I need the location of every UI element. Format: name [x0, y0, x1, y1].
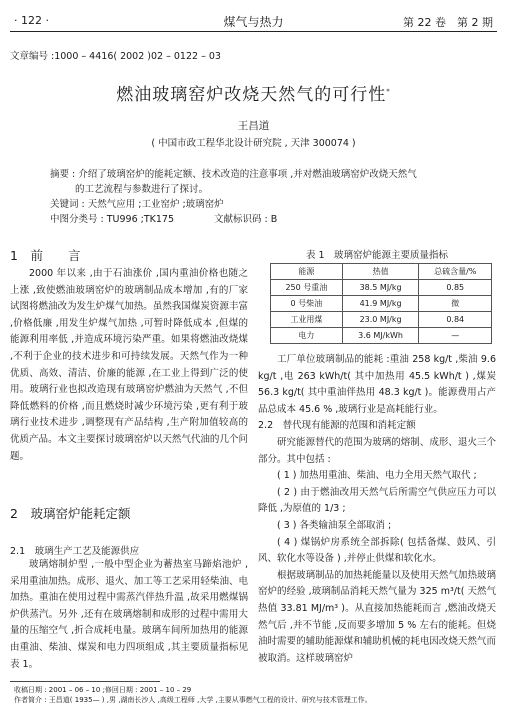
table-cell: 0.85	[419, 280, 492, 296]
keywords: 关键词 : 天然气应用 ;工业窑炉 ;玻璃窑炉	[50, 199, 224, 210]
section-2-1-body	[10, 557, 248, 673]
table-header-cell: 总硫含量/%	[419, 264, 492, 280]
footnote-rule	[10, 681, 160, 682]
paragraph: 2000 年以来 ,由于石油涨价 ,国内重油价格也随之上涨 ,致使燃油玻璃窑炉的玻璃制品成本增加 ,有的厂家试图将燃油改为发生炉煤气加热。虽然我国煤炭资源丰富 ,价格低廉 ,用发生炉煤气加热 ,可暂时降低成本 ,但煤的能源利用率低 ,并造成环境污染严重。如果将燃油改烧煤 ,不利于企业的技术进步和可持续发展。天然气作为一种优质、高效、清洁、价廉的能源 ,在工业上得到广泛的使用。玻璃行业也拟改造现有玻璃窑炉燃油为天然气 ,不但降低燃料的价格 ,而且燃烧时减少环境污染 ,更有利于玻璃行业技术进步 ,调整现有产品结构 ,生产附加值较高的优质产品。本文主要探讨玻璃窑炉以天然气代油的几个问题。	[10, 268, 248, 462]
section-2-2-heading: 2.2 替代现有能源的范围和消耗定额	[258, 420, 416, 432]
table-cell: 0 号柴油	[271, 296, 343, 312]
article-id: 文章编号 :1000 – 4416( 2002 )02 – 0122 – 03	[10, 51, 221, 62]
table-cell: 工业用煤	[271, 312, 343, 328]
table-cell: 250 号重油	[271, 280, 343, 296]
list-item: ( 2 ) 由于燃油改用天然气后所需空气供应压力可以降低 ,为原值的 1/3 ;	[258, 486, 496, 515]
classification	[50, 212, 470, 227]
table-1-caption: 表 1 玻璃窑炉能源主要质量指标	[305, 250, 449, 261]
author: 王昌道	[237, 120, 270, 132]
table-header-cell: 热值	[342, 264, 419, 280]
table-1	[270, 263, 492, 344]
table-cell: —	[419, 328, 492, 344]
table-row	[271, 296, 492, 312]
section-1-heading: 1 前 言	[10, 248, 81, 263]
document-code: 文献标识码 : B	[214, 214, 278, 225]
table-cell: 电力	[271, 328, 343, 344]
table-row	[271, 280, 492, 296]
author-bio: 作者简介 : 王昌道( 1935— ) ,男 ,湖南长沙人 ,高级工程师 ,大学 ,主要从事燃气工程的设计、研究与技术管理工作。	[14, 696, 372, 704]
abstract	[50, 167, 470, 227]
paragraph: 研究能源替代的范围为玻璃的熔制、成形、退火三个部分。其中包括 :	[258, 436, 496, 465]
paper-title	[0, 80, 507, 105]
paragraph: 玻璃熔制炉型 ,一般中型企业为蓄热室马蹄焰池炉 ,采用重油加热。成形、退火、加工等工艺采用轻柴油、电加热。重油在使用过程中需蒸汽伴热升温 ,故采用燃煤锅炉供蒸汽。另外 ,还有在玻璃熔制和成形的过程中需用大量的压缩空气 ,折合成耗电量。玻璃车间所加热用的能源由重油、柴油、煤炭和电力四项组成 ,其主要质量指标见表 1。	[10, 559, 248, 670]
table-cell: 38.5 MJ/kg	[342, 280, 419, 296]
footnote	[14, 685, 494, 705]
received-date: 收稿日期 : 2001 – 06 – 10 ;修回日期 : 2001 – 10 – 29	[14, 686, 192, 694]
table-header-row	[271, 264, 492, 280]
title-mark: *	[386, 87, 391, 96]
abstract-line-1: 摘要 : 介绍了玻璃窑炉的能耗定额、技术改造的注意事项 ,并对燃油玻璃窑炉改烧天然气	[50, 169, 417, 180]
abstract-line-2: 的工艺流程与参数进行了探讨。	[75, 184, 209, 195]
header-rule	[10, 31, 497, 32]
section-2-1-heading: 2.1 玻璃生产工艺及能源供应	[10, 546, 140, 557]
list-item: ( 4 ) 煤锅炉房系统全部拆除( 包括备煤、鼓风、引风、软化水等设备 ) ,并停止供煤和软化水。	[258, 536, 496, 565]
table-row	[271, 328, 492, 344]
list-item: ( 3 ) 各类输油泵全部取消 ;	[277, 519, 392, 531]
title-text: 燃油玻璃窑炉改烧天然气的可行性	[116, 85, 387, 105]
section-1-body	[10, 266, 248, 465]
table-cell: 3.6 MJ/kWh	[342, 328, 419, 344]
affiliation: ( 中国市政工程华北设计研究院 , 天津 300074 )	[151, 138, 356, 149]
page-number: · 122 ·	[14, 14, 49, 27]
right-column-body	[258, 352, 496, 667]
paragraph: 根据玻璃制品的加热耗能量以及使用天然气加热玻璃窑炉的经验 ,玻璃制品消耗天然气量为 325 m³/t( 天然气热值 33.81 MJ/m³ )。从直接加热能耗而言 ,燃油改烧天然气后 ,并不节能 ,反而要多增加 5 % 左右的能耗。但烧油时需要的辅助能源煤和辅助机械的耗电因改烧天然气而被取消。这样玻璃窑炉	[258, 569, 496, 664]
journal-name: 煤气与热力	[223, 15, 284, 29]
table-cell: 0.84	[419, 312, 492, 328]
section-2-heading: 2 玻璃窑炉能耗定额	[10, 506, 131, 521]
paragraph: 工厂单位玻璃制品的能耗 :重油 258 kg/t ,柴油 9.6 kg/t ,电 263 kWh/t( 其中加热用 45.5 kWh/t ) ,煤炭 56.3 kg/t( 其中重油伴热用 48.3 kg/t )。能源费用占产品总成本 45.6 % ,玻璃行业是高耗能行业。	[258, 354, 496, 415]
table-cell: 23.0 MJ/kg	[342, 312, 419, 328]
clc-number: 中图分类号 : TU996 ;TK175	[50, 214, 175, 225]
issue-info: 第 22 卷 第 2 期	[403, 16, 493, 29]
table-cell: 微	[419, 296, 492, 312]
table-header-cell: 能源	[271, 264, 343, 280]
list-item: ( 1 ) 加热用重油、柴油、电力全用天然气取代 ;	[277, 470, 477, 482]
table-row	[271, 312, 492, 328]
table-cell: 41.9 MJ/kg	[342, 296, 419, 312]
